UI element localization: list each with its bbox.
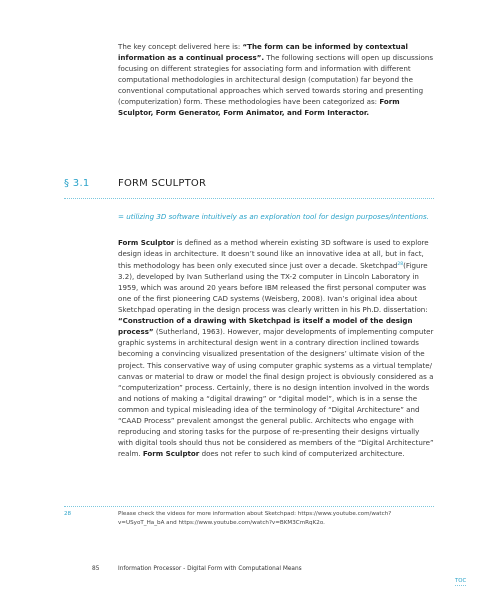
text-run: The following sections will open up discussions focusing on different strategies for associating form and information with different computational methodologies in architectural design (computation) far beyond the conventional computational approaches which served towards storing and presenting (computerization) form. These methodologies have been categorized as: [118, 53, 434, 107]
running-head: Information Processor - Digital Form with Computational Means [118, 566, 302, 572]
page-number: 85 [92, 566, 100, 572]
text-run: is defined as a method wherein existing 3D software is used to explore design ideas in architecture. It doesn’t sound like an innovative idea at all, but in fact, this methodology has been only executed since just over a decade. Sketchpad [118, 238, 429, 271]
text-run: does not refer to such kind of computerized architecture. [199, 448, 405, 458]
text-run: (Sutherland, 1963). However, major developments of implementing computer graphic systems in architectural design went in a contrary direction inclined towards becoming a convincing visualized presentation of the designers’ ultimate vision of the project. This conservative way of using computer graphic systems as a virtual template/ canvas or material to draw or model the final design project is obviously considered as a “computerization” process. Certainly, there is no design intention involved in the words and notions of making a “digital drawing” or “digital model”, which is in a sense the common and typical misleading idea of the terminology of “Digital Architecture” and “CAAD Process” prevalent amongst the general public. Architects who engage with reproducing and storing tasks for the purpose of re-presenting their designs virtually with digital tools should thus not be considered as members of the “Digital Architecture” realm. [118, 327, 434, 458]
text-run: (Figure 3.2), developed by Ivan Sutherland using the TX-2 computer in Lincoln Laboratory in 1959, which was around 20 years before IBM released the first personal computer was one of the first pioneering CAD systems (Weisberg, 2008). Ivan’s original idea about Sketchpad operating in the design process was clearly written in his Ph.D. dissertation: [118, 261, 428, 315]
section-intro-tagline: = utilizing 3D software intuitively as an exploration tool for design purposes/intentions. [118, 212, 429, 221]
methodologies-bold: Form Sculptor, Form Generator, Form Animator, and Form Interactor. [118, 97, 400, 118]
section-title: FORM SCULPTOR [118, 178, 207, 189]
footnote-reference[interactable]: 28 [397, 262, 404, 268]
paragraph-intro [118, 41, 434, 118]
section-divider [64, 198, 434, 199]
paragraph-form-sculptor [118, 237, 434, 459]
section-number: § 3.1 [64, 178, 90, 189]
footnote-divider [64, 506, 434, 507]
toc-link[interactable]: TOC [455, 578, 467, 584]
key-concept-bold: “The form can be informed by contextual information as a continual process”. [118, 42, 408, 63]
section-heading [0, 178, 486, 194]
text-run: The key concept delivered here is: [118, 42, 243, 51]
footnote-text: Please check the videos for more information about Sketchpad: https://www.youtube.com/watch?v=USyoT_Ha_bA and https://www.youtube.com/watch?v=BKM3CmRqK2o. [118, 511, 392, 526]
footnote-number: 28 [64, 511, 72, 517]
quote-bold: “Construction of a drawing with Sketchpad is itself a model of the design process” [118, 316, 413, 337]
term-bold: Form Sculptor [142, 448, 200, 458]
term-bold: Form Sculptor [118, 238, 175, 247]
